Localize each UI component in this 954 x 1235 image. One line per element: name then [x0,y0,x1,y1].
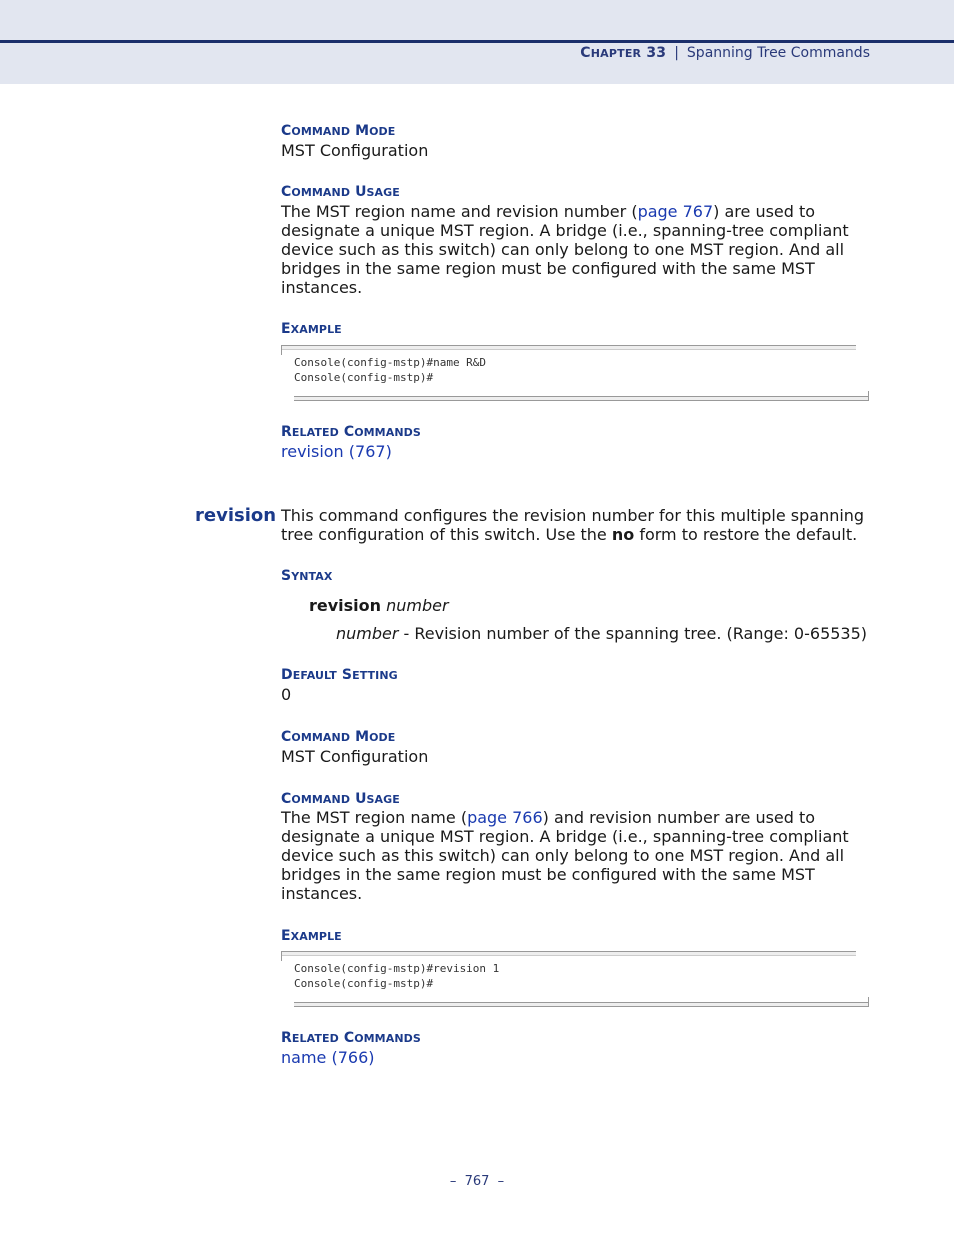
parameter-description: number - Revision number of the spanning tree. (Range: 0-65535) [336,624,868,643]
command-mode-heading: COMMAND MODE [281,729,396,745]
command-description: This command configures the revision number for this multiple spanning tree configuration of this switch. Use the no form to restore the default. [281,506,865,544]
default-setting-heading: DEFAULT SETTING [281,667,398,683]
code-example [281,951,869,1007]
command-mode-text: MST Configuration [281,141,429,160]
header-separator: | [674,45,679,61]
page-link[interactable]: page 767 [637,202,714,221]
command-usage-text: The MST region name and revision number (page 767) are used to designate a unique MST region. A bridge (i.e., spanning-tree compliant device such as this switch) can only belong to one MST region. And all bridges in the same region must be configured with the same MST instances. [281,202,849,297]
command-usage-heading: COMMAND USAGE [281,184,400,200]
related-command-link[interactable]: revision (767) [281,442,392,461]
syntax-heading: SYNTAX [281,568,333,584]
default-setting-value: 0 [281,685,292,704]
related-commands-heading: RELATED COMMANDS [281,424,421,440]
code-example [281,345,869,401]
related-commands-heading: RELATED COMMANDS [281,1030,421,1046]
code-block: Console(config-mstp)#name R&D Console(config-mstp)# [294,356,487,384]
example-heading: EXAMPLE [281,321,342,337]
command-mode-heading: COMMAND MODE [281,123,396,139]
page-number: 767 [464,1174,490,1189]
chapter-label: CHAPTER 33 [580,45,667,61]
code-block: Console(config-mstp)#revision 1 Console(config-mstp)# [294,962,500,990]
page-footer: – 767 – [449,1174,505,1189]
command-usage-heading: COMMAND USAGE [281,791,400,807]
example-heading: EXAMPLE [281,928,342,944]
running-header [580,45,870,61]
command-mode-text: MST Configuration [281,747,429,766]
command-title: revision [195,505,277,526]
syntax-line: revision number [309,596,449,615]
header-rule [0,40,954,43]
chapter-title: Spanning Tree Commands [686,45,870,61]
related-command-link[interactable]: name (766) [281,1048,375,1067]
command-usage-text: The MST region name (page 766) and revision number are used to designate a unique MST region. A bridge (i.e., spanning-tree compliant device such as this switch) can only belong to one MST region. And all bridges in the same region must be configured with the same MST instances. [281,808,849,903]
page-link[interactable]: page 766 [467,808,543,827]
